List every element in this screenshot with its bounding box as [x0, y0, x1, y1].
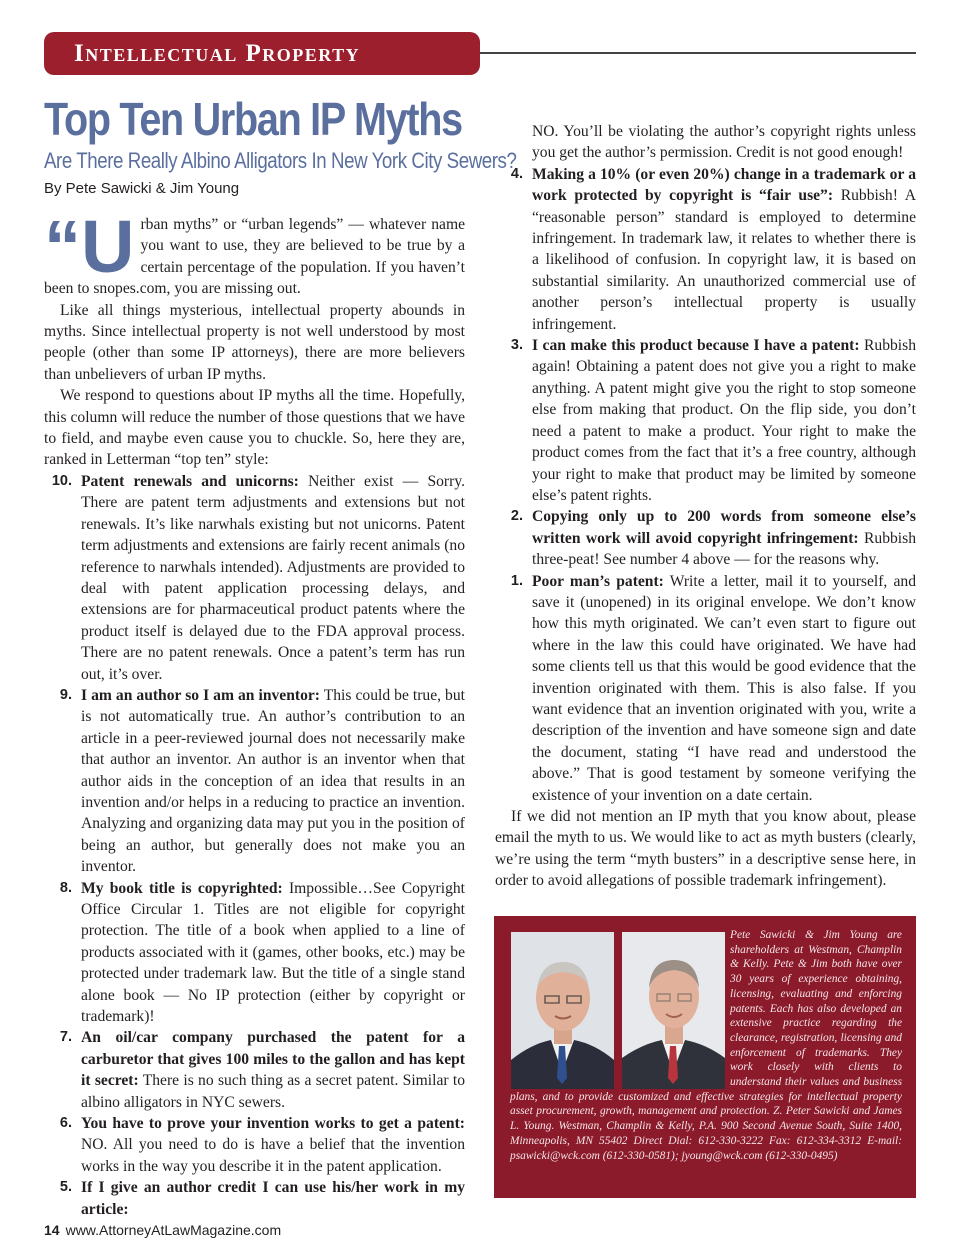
- myth-number: 6.: [59, 1115, 72, 1132]
- myth-lead: My book title is copyrighted:: [81, 879, 283, 897]
- myth-item: [44, 1177, 465, 1220]
- myth-item: [44, 471, 465, 685]
- left-column: [44, 205, 466, 1220]
- myth-number: 9.: [59, 686, 72, 703]
- myth-text: NO. All you need to do is have a belief that the invention works in the way you describe it in the patent application.: [81, 1136, 465, 1175]
- myth-number: 2.: [510, 508, 523, 525]
- drop-cap: “U: [44, 205, 135, 288]
- myth-number: 7.: [59, 1029, 72, 1046]
- myth-item-continued: [495, 121, 916, 164]
- article-subtitle: Are There Really Albino Alligators In New York City Sewers?: [44, 148, 517, 173]
- header-rule: [480, 52, 916, 54]
- closing-paragraph: If we did not mention an IP myth that you know about, please email the myth to us. We would like to act as myth busters (clearly, we’re using the term “myth busters” in a descriptive sense here, in order to avoid allegations of possible trademark infringement).: [495, 808, 916, 890]
- myth-item: [44, 1027, 465, 1113]
- byline: By Pete Sawicki & Jim Young: [44, 180, 240, 197]
- myth-lead: Poor man’s patent:: [532, 572, 664, 590]
- myth-lead: You have to prove your invention works to get a patent:: [81, 1115, 465, 1133]
- myth-number: 1.: [510, 572, 523, 589]
- myth-item: [44, 878, 465, 1028]
- myth-text: Rubbish again! Obtaining a patent does not give you a right to make anything. A patent might give you the right to stop someone else from making that product. On the flip side, you don’t need a patent to make a product. Your right to make the product comes from the fact that it’s a free country, although your right to make that product may be limited by someone else’s patent rights.: [532, 337, 917, 504]
- myth-item: [44, 685, 465, 878]
- body-paragraph: Like all things mysterious, intellectual property abounds in myths. Since intellectual property is not well understood by most people (other than some IP attorneys), there are more believers than unbelievers of urban IP myths.: [44, 301, 465, 383]
- myth-lead: Copying only up to 200 words from someone else’s written work will avoid copyright infringement:: [532, 508, 916, 547]
- myth-text: Impossible…See Copyright Office Circular 1. Titles are not eligible for copyright protection. The title of a book when applied to a line of products associated with it (games, other books, etc.) may be protected under trademark law. But the title of a single stand alone book — No IP protection (either by copyright or trademark)!: [81, 879, 466, 1026]
- myth-item: [495, 164, 916, 335]
- myth-number: 5.: [59, 1179, 72, 1196]
- page-footer: [44, 1222, 281, 1238]
- myth-number: 3.: [510, 337, 523, 354]
- author-bio-box: [494, 916, 916, 1198]
- myth-item: [44, 1113, 465, 1177]
- body-paragraph: We respond to questions about IP myths all the time. Hopefully, this column will reduce the number of those questions that we have to field, and maybe even cause you to chuckle. So, here they are, ranked in Letterman “top ten” style:: [44, 387, 465, 469]
- intro-paragraph: “Urban myths” or “urban legends” — whatever name you want to use, they are believed to be true by a certain percentage of the population. If you haven’t been to snopes.com, you are missing out.: [44, 205, 465, 298]
- myth-text: NO. You’ll be violating the author’s copyright rights unless you get the author’s permission. Credit is not good enough!: [532, 123, 916, 162]
- myth-text: Rubbish! A “reasonable person” standard is employed to determine infringement. In trademark law, it relates to whether there is a likelihood of confusion. In copyright law, it is based on substantial similarity. An unauthorized commercial use of another person’s intellectual property is usually infringement.: [532, 187, 916, 333]
- myth-item: [495, 506, 916, 570]
- right-column: [495, 121, 916, 892]
- myth-text: Neither exist — Sorry. There are patent term adjustments and extensions but not renewals. It’s like narwhals existing but not unicorns. Patent term adjustments and extensions are fairly recent animals (no reference to narwhals intended). Adjustments are provided to deal with patent application processing delays, and extensions are for pharmaceutical product patents where the product itself is delayed due to the FDA approval process. There are no patent renewals. Once a patent’s term has run out, it’s over.: [81, 472, 465, 683]
- magazine-url[interactable]: www.AttorneyAtLawMagazine.com: [65, 1222, 282, 1238]
- author-bio-text: Pete Sawicki & Jim Young are shareholders at Westman, Champlin & Kelly. Pete & Jim both have over 30 years of experience obtaining, licensing, evaluating and enforcing patents. Each has also developed an extensive practice regarding the clearance, registration, licensing and enforcement of trademarks. They work closely with clients to understand their values and business plans, and to provide customized and effective strategies for intellectual property asset procurement, growth, management and protection. Z. Peter Sawicki and James L. Young. Westman, Champlin & Kelly, P.A. 900 Second Avenue South, Suite 1400, Minneapolis, MN 55402 Direct Dial: 612-330-3222 Fax: 612-334-3312 E-mail: psawicki@wck.com (612-330-0581); jyoung@wck.com (612-330-0495): [510, 929, 902, 1162]
- myth-text: Rubbish three-peat! See number 4 above — for the reasons why.: [532, 529, 916, 569]
- myth-text: This could be true, but is not automatically true. An author’s contribution to an article in a peer-reviewed journal does not necessarily make that author an inventor. An author is an inventor when that author aids in the conception of an idea that results in an invention and/or helps in a reducing to practice an invention. Analyzing and organizing data may put you in the position of being an author, but generally does not make you an inventor.: [81, 686, 465, 876]
- section-label: Intellectual Property: [74, 40, 361, 67]
- myth-lead: An oil/car company purchased the patent for a carburetor that gives 100 miles to the gallon and has kept it secret:: [81, 1029, 465, 1090]
- myth-number: 10.: [51, 472, 72, 489]
- myth-lead: I am an author so I am an inventor:: [81, 686, 320, 704]
- section-banner: [44, 32, 480, 75]
- myth-lead: Patent renewals and unicorns:: [81, 472, 299, 490]
- myth-lead: If I give an author credit I can use his/her work in my article:: [81, 1179, 465, 1218]
- myth-lead: I can make this product because I have a patent:: [532, 337, 860, 355]
- myth-lead: Making a 10% (or even 20%) change in a trademark or a work protected by copyright is “fair use”:: [532, 165, 916, 205]
- page-number: 14: [44, 1222, 60, 1238]
- myth-item: [495, 571, 916, 806]
- myth-text: Write a letter, mail it to yourself, and save it (unopened) in its original envelope. We don’t know how this myth originated. We can’t even start to figure out where in the law this could have originated. We have had some clients tell us that this would be good evidence that the invention originated with them. This is also false. If you want evidence that an invention originated with you, write a description of the invention and have someone sign and date the document, stating “I have read and understood the above.” That is good testament by someone verifying the existence of your invention on a date certain.: [532, 572, 917, 804]
- myth-number: 4.: [510, 165, 523, 182]
- article-title: Top Ten Urban IP Myths: [44, 93, 462, 145]
- myth-number: 8.: [59, 879, 72, 896]
- myth-text: There is no such thing as a secret patent. Similar to albino alligators in NYC sewers.: [81, 1072, 466, 1111]
- myth-item: [495, 335, 916, 506]
